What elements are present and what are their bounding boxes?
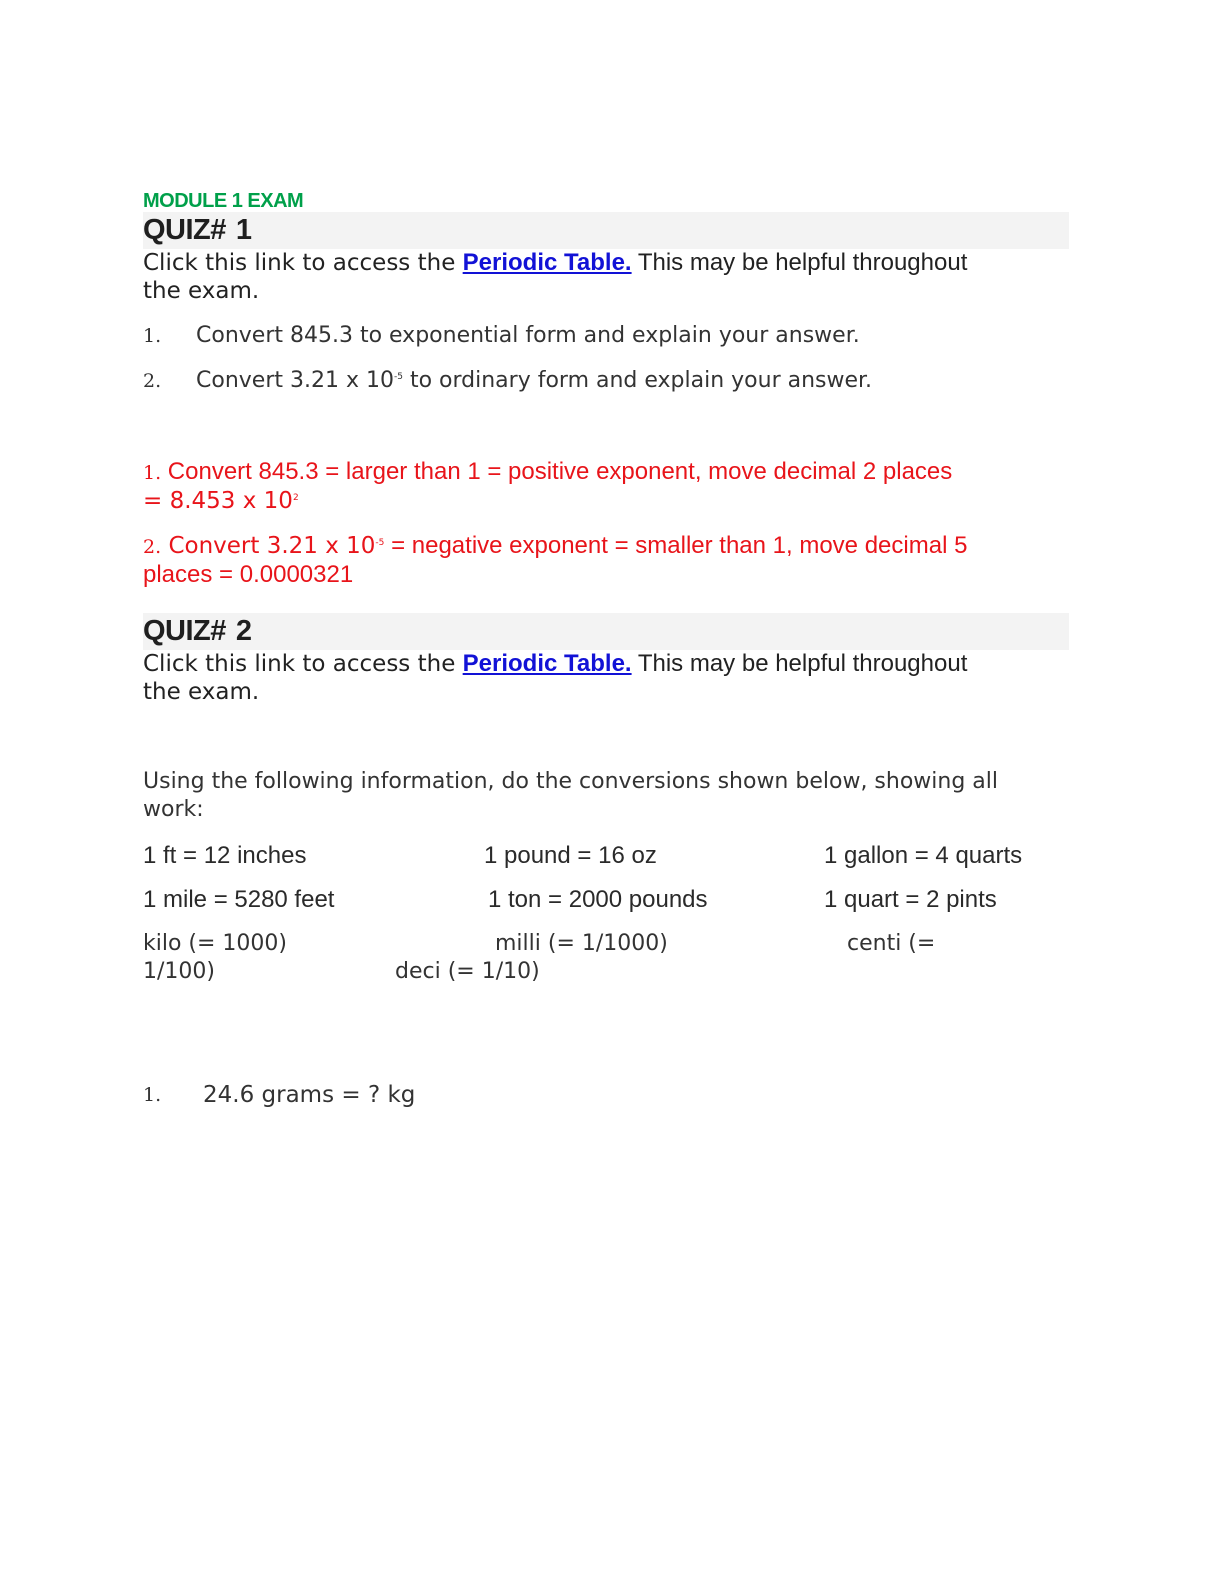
quiz-1-question-1 — [143, 322, 1069, 350]
conversion-ton-pounds: 1 ton = 2000 pounds — [488, 886, 708, 913]
quiz-1-heading — [143, 212, 1069, 249]
answer-exponent: -5 — [375, 538, 385, 548]
prefix-kilo: kilo (= 1000) — [143, 931, 287, 956]
quiz-2-heading — [143, 613, 1069, 650]
quiz-2-periodic-table-link[interactable]: Periodic Table. — [462, 650, 632, 677]
quiz-1-heading-number: 1 — [235, 214, 252, 246]
problem-text: 24.6 grams = ? kg — [203, 1082, 416, 1108]
instructions-line2: work: — [143, 797, 204, 822]
quiz-1-question-list — [143, 322, 1069, 395]
conversion-quart-pints: 1 quart = 2 pints — [824, 886, 997, 913]
prefix-centi: centi (= — [847, 931, 936, 956]
quiz-2-problem-1 — [143, 1081, 1069, 1109]
module-title: MODULE 1 EXAM — [143, 190, 304, 212]
metric-prefixes — [143, 930, 1069, 986]
quiz-2-intro-before: Click this link to access the — [143, 651, 463, 677]
quiz-1-intro-after: This may be helpful throughout — [631, 249, 968, 276]
quiz-1-answer-1 — [143, 458, 1069, 515]
answer-line1-before: Convert 3.21 x 10 — [161, 533, 376, 559]
problem-number: 1. — [143, 1084, 162, 1106]
quiz-1-intro — [143, 249, 1069, 305]
quiz-1-answer-2 — [143, 532, 1069, 589]
instructions-line1: Using the following information, do the conversions shown below, showing all — [143, 769, 999, 794]
answer-line1: Convert 845.3 = larger than 1 = positive exponent, move decimal 2 places — [161, 458, 953, 485]
answer-line1-after: = negative exponent = smaller than 1, move decimal 5 — [384, 532, 968, 559]
conversion-ft-inches: 1 ft = 12 inches — [143, 842, 307, 869]
answer-number: 1. — [143, 462, 162, 484]
answer-exponent: 2 — [292, 493, 299, 503]
quiz-1-intro-after-line2: the exam. — [143, 278, 260, 304]
conversion-row-1 — [143, 842, 1069, 870]
question-number: 2. — [143, 370, 162, 392]
conversion-pound-oz: 1 pound = 16 oz — [484, 842, 657, 869]
prefix-milli: milli (= 1/1000) — [495, 931, 668, 956]
prefix-deci: deci (= 1/10) — [395, 959, 540, 984]
document-page — [143, 188, 1069, 1109]
question-number: 1. — [143, 325, 162, 347]
answer-number: 2. — [143, 536, 162, 558]
question-text-after: to ordinary form and explain your answer. — [402, 368, 873, 393]
answer-line2: = 8.453 x 10 — [143, 488, 293, 514]
quiz-2-heading-label: QUIZ# — [143, 615, 226, 647]
quiz-2-intro-after: This may be helpful throughout — [631, 650, 968, 677]
quiz-2-heading-number: 2 — [235, 615, 252, 647]
quiz-1-heading-label: QUIZ# — [143, 214, 226, 246]
quiz-2-intro-after-line2: the exam. — [143, 679, 260, 705]
prefix-centi-value: 1/100) — [143, 959, 215, 984]
quiz-1-periodic-table-link[interactable]: Periodic Table. — [462, 249, 632, 276]
quiz-1-question-2 — [143, 367, 1069, 395]
question-text — [196, 367, 872, 395]
conversion-gallon-quarts: 1 gallon = 4 quarts — [824, 842, 1023, 869]
quiz-1-intro-before: Click this link to access the — [143, 250, 463, 276]
quiz-2-instructions — [143, 768, 1069, 824]
conversion-mile-feet: 1 mile = 5280 feet — [143, 886, 335, 913]
question-text: Convert 845.3 to exponential form and explain your answer. — [196, 323, 860, 348]
quiz-2-intro — [143, 650, 1069, 706]
question-exponent: -5 — [393, 372, 403, 382]
conversion-row-2 — [143, 886, 1069, 914]
question-text-before: Convert 3.21 x 10 — [196, 368, 394, 393]
answer-line2: places = 0.0000321 — [143, 561, 354, 588]
